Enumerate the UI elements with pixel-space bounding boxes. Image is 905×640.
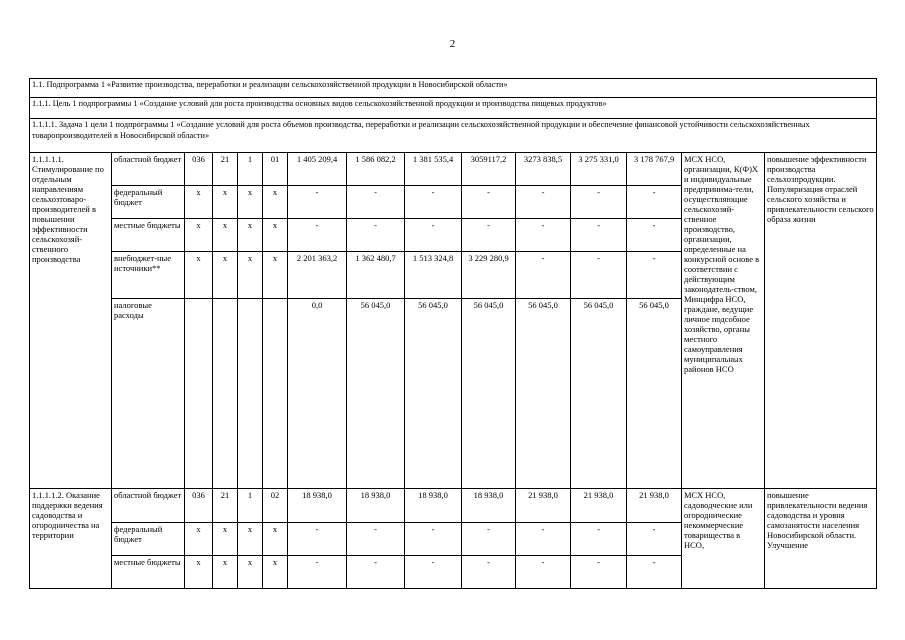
- value-cell: 18 938,0: [462, 489, 516, 523]
- value-cell: 56 045,0: [347, 299, 405, 489]
- grbs-code: 036: [185, 153, 213, 186]
- value-cell: 1 586 082,2: [347, 153, 405, 186]
- pp-code: [238, 299, 263, 489]
- value-cell: -: [571, 523, 627, 556]
- value-cell: 1 362 480,7: [347, 252, 405, 299]
- pp-code: x: [238, 219, 263, 252]
- value-cell: -: [347, 219, 405, 252]
- gp-code: x: [213, 186, 238, 219]
- value-cell: 21 938,0: [571, 489, 627, 523]
- expected-result: повышение привлекательности ведения садоводства и уровня самозанятости населения Новосибирской области. Улучшение: [765, 489, 877, 589]
- value-cell: -: [288, 186, 347, 219]
- pp-code: x: [238, 186, 263, 219]
- gp-code: [213, 299, 238, 489]
- value-cell: 56 045,0: [405, 299, 462, 489]
- om-code: x: [263, 556, 288, 589]
- value-cell: 56 045,0: [516, 299, 571, 489]
- value-cell: -: [347, 556, 405, 589]
- funding-source: налоговые расходы: [112, 299, 185, 489]
- value-cell: 3 229 280,9: [462, 252, 516, 299]
- value-cell: -: [405, 186, 462, 219]
- gp-code: x: [213, 523, 238, 556]
- value-cell: 56 045,0: [627, 299, 682, 489]
- value-cell: -: [516, 523, 571, 556]
- pp-code: x: [238, 556, 263, 589]
- value-cell: 3 275 331,0: [571, 153, 627, 186]
- funding-source: федеральный бюджет: [112, 523, 185, 556]
- value-cell: 56 045,0: [571, 299, 627, 489]
- value-cell: -: [516, 252, 571, 299]
- value-cell: 1 405 209,4: [288, 153, 347, 186]
- om-code: x: [263, 252, 288, 299]
- om-code: 02: [263, 489, 288, 523]
- om-code: 01: [263, 153, 288, 186]
- funding-source: областной бюджет: [112, 489, 185, 523]
- funding-source: местные бюджеты: [112, 556, 185, 589]
- activity-name: 1.1.1.1.2. Оказание поддержки ведения садоводства и огородничества на территории: [30, 489, 112, 589]
- value-cell: 18 938,0: [405, 489, 462, 523]
- pp-code: 1: [238, 489, 263, 523]
- om-code: x: [263, 219, 288, 252]
- value-cell: 18 938,0: [288, 489, 347, 523]
- value-cell: 21 938,0: [627, 489, 682, 523]
- gp-code: x: [213, 556, 238, 589]
- value-cell: -: [571, 186, 627, 219]
- value-cell: 3059117,2: [462, 153, 516, 186]
- gp-code: 21: [213, 153, 238, 186]
- activity-name: 1.1.1.1.1. Стимулирование по отдельным направлениям сельхозтоваро-производителей в повышении эффективности сельскохозяй-ственного производства: [30, 153, 112, 489]
- value-cell: -: [516, 556, 571, 589]
- gp-code: x: [213, 219, 238, 252]
- expected-result: повышение эффективности производства сельхозпродукции. Популяризация отраслей сельского хозяйства и привлекательности сельского образа жизни: [765, 153, 877, 489]
- value-cell: 3273 838,5: [516, 153, 571, 186]
- value-cell: -: [516, 219, 571, 252]
- goal-title: 1.1.1. Цель 1 подпрограммы 1 «Создание условий для роста производства основных видов сельскохозяйственной продукции и производства пищевых продуктов»: [30, 98, 877, 119]
- value-cell: -: [627, 556, 682, 589]
- grbs-code: 036: [185, 489, 213, 523]
- value-cell: -: [462, 186, 516, 219]
- value-cell: -: [571, 252, 627, 299]
- value-cell: -: [516, 186, 571, 219]
- value-cell: 21 938,0: [516, 489, 571, 523]
- value-cell: 0,0: [288, 299, 347, 489]
- om-code: x: [263, 523, 288, 556]
- subprogram-row: [30, 79, 877, 98]
- value-cell: 1 381 535,4: [405, 153, 462, 186]
- pp-code: 1: [238, 153, 263, 186]
- pp-code: x: [238, 523, 263, 556]
- table-row: [30, 489, 877, 523]
- value-cell: 2 201 363,2: [288, 252, 347, 299]
- funding-source: федеральный бюджет: [112, 186, 185, 219]
- executors: МСХ НСО, организации, К(Ф)Х и индивидуальные предпринима-тели, осуществляющие сельскохозяй-ственное производство, организации, определенные на конкурсной основе в соответствии с действующим законодатель-ством, Минцифра НСО, граждане, ведущие личное подсобное хозяйство, органы местного самоуправления муниципальных районов НСО: [682, 153, 765, 489]
- om-code: x: [263, 186, 288, 219]
- task-title: 1.1.1.1. Задача 1 цели 1 подпрограммы 1 «Создание условий для роста объемов производства, переработки и реализации сельскохозяйственной продукции и обеспечение финансовой устойчивости сельскохозяйственных товаропроизводителей в Новосибирской области»: [30, 119, 877, 153]
- page-number: 2: [449, 38, 456, 50]
- grbs-code: x: [185, 252, 213, 299]
- program-table: [29, 78, 877, 589]
- value-cell: -: [405, 523, 462, 556]
- value-cell: 18 938,0: [347, 489, 405, 523]
- value-cell: -: [571, 556, 627, 589]
- grbs-code: x: [185, 186, 213, 219]
- table-row: [30, 153, 877, 186]
- funding-source: местные бюджеты: [112, 219, 185, 252]
- value-cell: -: [462, 523, 516, 556]
- value-cell: -: [627, 219, 682, 252]
- grbs-code: [185, 299, 213, 489]
- funding-source: внебюджет-ные источники**: [112, 252, 185, 299]
- pp-code: x: [238, 252, 263, 299]
- value-cell: -: [288, 219, 347, 252]
- task-row: [30, 119, 877, 153]
- om-code: [263, 299, 288, 489]
- value-cell: -: [347, 186, 405, 219]
- value-cell: -: [288, 523, 347, 556]
- value-cell: -: [462, 219, 516, 252]
- goal-row: [30, 98, 877, 119]
- value-cell: -: [347, 523, 405, 556]
- value-cell: -: [462, 556, 516, 589]
- gp-code: 21: [213, 489, 238, 523]
- value-cell: -: [627, 186, 682, 219]
- subprogram-title: 1.1. Подпрограмма 1 «Развитие производства, переработки и реализации сельскохозяйственной продукции в Новосибирской области»: [30, 79, 877, 98]
- value-cell: -: [627, 252, 682, 299]
- value-cell: -: [288, 556, 347, 589]
- value-cell: -: [405, 219, 462, 252]
- grbs-code: x: [185, 219, 213, 252]
- funding-source: областной бюджет: [112, 153, 185, 186]
- value-cell: 56 045,0: [462, 299, 516, 489]
- value-cell: 3 178 767,9: [627, 153, 682, 186]
- value-cell: -: [405, 556, 462, 589]
- grbs-code: x: [185, 523, 213, 556]
- grbs-code: x: [185, 556, 213, 589]
- gp-code: x: [213, 252, 238, 299]
- value-cell: -: [571, 219, 627, 252]
- value-cell: -: [627, 523, 682, 556]
- value-cell: 1 513 324,8: [405, 252, 462, 299]
- executors: МСХ НСО, садоводческие или огороднические некоммерческие товарищества в НСО,: [682, 489, 765, 589]
